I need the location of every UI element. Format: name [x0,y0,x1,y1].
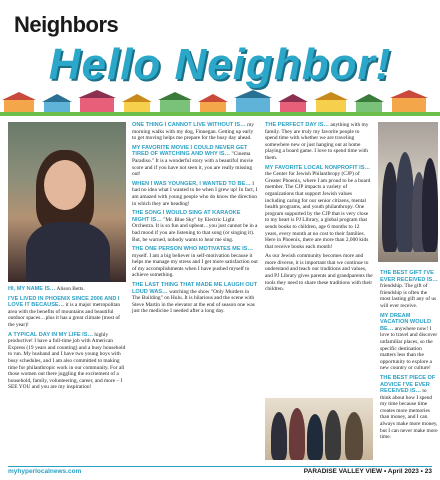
qa-item: I'VE LIVED IN PHOENIX SINCE 2006 AND I LOVE IT BECAUSE… it is a major metropolitan area with the benefits of mountains and beautiful outdoor spaces…plus it has a great climate (most of the year)! [8,295,121,328]
banner [0,38,440,116]
qa-item: HI, MY NAME IS… Alison Betts. [8,286,85,292]
group-photo [265,398,373,460]
banner-title: Hello Neighbor! [48,40,392,89]
qa-item: THE BEST PIECE OF ADVICE I'VE EVER RECEIVED IS… to think about how I spend my time because time creates more memories than money, and I can always make more money, but I can never make more time. [380,374,438,441]
qa-item: MY FAVORITE LOCAL NONPROFIT IS… the Center for Jewish Philanthropy (CJP) of Greater Phoenix, where I am proud to be a board member. The CJP impacts a variety of organizations that support Jewish values including caring for our senior citizens, mental health programs, and youth philanthropy. One program supported by the CJP that is very close to my heart is PJ Library, a global program that sends books to children, age 6 months to 12 years, every month at no cost to their families. Here in Phoenix, there are more than 2,000 kids that receive books each month! [265,164,371,250]
qa-item: WHEN I WAS YOUNGER, I WANTED TO BE… I had no idea what I wanted to be when I grew up! In fact, I am amazed with young people who do know the direction in which they are heading! [132,180,258,207]
column-2 [132,122,258,318]
column-3 [265,122,373,296]
page-footer [8,466,432,478]
column-1 [8,286,126,394]
portrait-photo [8,122,126,282]
qa-item: THE BEST GIFT I'VE EVER RECEIVED IS… friendship. The gift of friendship is often the most lasting gift any of us will ever receive. [380,270,438,309]
footer-folio: PARADISE VALLEY VIEW • April 2023 • 23 [303,468,432,475]
section-title: Neighbors [14,12,119,37]
qa-item: MY FAVORITE MOVIE I COULD NEVER GET TIRED OF WATCHING AND WHY IS… "Cinema Paradiso." It is a wonderful story with a beautiful movie score and if you have not seen it, you are really missing out! [132,144,254,178]
qa-item: As our Jewish community becomes more and more diverse, it is important that we continue to understand and teach our traditions and values, and PJ Library gives parents and grandparents the tools they need to share these traditions with their children. [265,253,373,293]
qa-item: THE SONG I WOULD SING AT KARAOKE NIGHT IS… "Mr. Blue Sky" by Electric Light Orchestra. It is so fun and upbeat…you just cannot be in a bad mood if you are listening to that song (or singing it). But, be warned, nobody wants to hear me sing. [132,210,258,243]
qa-item: THE ONE PERSON WHO MOTIVATES ME IS… myself. I am a big believer in self-motivation because it helps me manage my stress and I get more satisfaction out of my accomplishments when I have pushed myself to achieve something. [132,246,258,279]
footer-website[interactable]: myhyperlocalnews.com [8,468,82,475]
qa-item: THE LAST THING THAT MADE ME LAUGH OUT LOUD WAS… watching the show "Only Murders in The Building" on Hulu. It is hilarious and the scene with Steve Martin in the elevator at the end of season one was just the medicine I needed after a long day. [132,282,258,315]
column-4 [380,270,438,444]
qa-item: MY DREAM VACATION WOULD BE… anywhere now! I love to travel and discover unfamiliar places, so the specific destination matters less than the opportunity to explore a new country or culture! [380,312,438,372]
qa-item: A TYPICAL DAY IN MY LIFE IS… highly productive! I have a full-time job with American Express (19 years and counting) and a busy household to run. My husband and I have two young boys with busy schedules, and I am also committed to making time for philanthropic work in our community. For all those women out there juggling the excitement of a household, family, volunteering, career, and more – I SEE YOU and you are my inspiration! [8,331,126,391]
family-photo [378,122,438,262]
footer-divider [8,466,432,467]
qa-item: THE PERFECT DAY IS… anything with my family. They are truly my favorite people to spend time with whether we are traveling somewhere new or just hanging out at home playing a board game. I love to spend time with them. [265,122,369,161]
houses-illustration [0,90,440,116]
qa-item: ONE THING I CANNOT LIVE WITHOUT IS… my morning walks with my dog, Finnegan. Getting up early to get moving helps me prepare for the busy day ahead. [132,122,254,142]
